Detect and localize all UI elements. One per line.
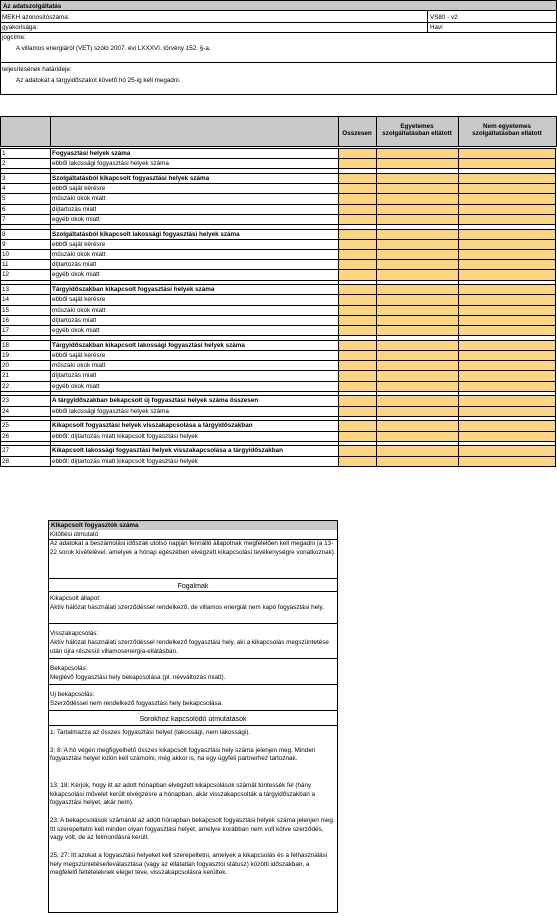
row-label: egyéb okok miatt	[52, 382, 100, 390]
table-row	[0, 315, 557, 325]
row-number: 11	[2, 261, 9, 269]
row-label: egyéb okok miatt	[52, 215, 100, 223]
row-number: 9	[2, 240, 6, 248]
table-row	[0, 360, 557, 370]
row-label: ebből saját kérésre	[52, 240, 106, 248]
row-label: ebből lakossági fogyasztási helyek száma	[52, 407, 169, 415]
row-label: Tárgyidőszakban kikapcsolt fogyasztási helyek száma	[52, 286, 215, 294]
table-row	[0, 284, 557, 294]
row-number: 24	[2, 407, 10, 415]
row-label: ebből saját kérésre	[52, 352, 106, 359]
row-number: 19	[2, 352, 10, 359]
row-number: 25	[2, 422, 10, 430]
row-label: műszaki okok miatt	[52, 251, 106, 258]
table-row	[0, 395, 557, 405]
row-number: 2	[2, 160, 6, 168]
row-label: A tárgyidőszakban bekapcsolt új fogyasztási helyek száma összesen	[52, 397, 259, 405]
row-number: 8	[2, 230, 6, 238]
row-label: Kikapcsolt fogyasztási helyek visszakapcsolása a tárgyidőszakban	[52, 422, 253, 430]
table-row	[0, 381, 557, 391]
table-row	[0, 214, 557, 224]
row-label: Kikapcsolt lakossági fogyasztási helyek visszakapcsolása a tárgyidőszakban	[52, 447, 283, 455]
table-row	[0, 305, 557, 315]
row-number: 16	[2, 316, 10, 324]
concept-definition: Meglévő fogyasztási hely bekapcsolása (pl. névváltozás miatt).	[50, 674, 226, 681]
row-number: 20	[2, 362, 10, 370]
table-row	[0, 259, 557, 269]
row-label: Szolgáltatásból kikapcsolt lakossági fogyasztási helyek száma	[52, 230, 240, 238]
legal-basis-label: jogcíme:	[2, 34, 26, 41]
row-label: Tárgyidőszakban kikapcsolt lakossági fogyasztási helyek száma	[52, 341, 245, 349]
row-number: 28	[2, 457, 10, 465]
table-row	[0, 239, 557, 249]
table-row	[0, 456, 557, 466]
cell-universal[interactable]	[376, 456, 458, 467]
cell-non-universal[interactable]	[458, 456, 556, 467]
table-row	[0, 269, 557, 279]
legal-basis-value: A villamos energiáról (VET) szóló 2007. évi LXXXVI. törvény 152. §-a.	[16, 45, 211, 52]
row-instruction-note: 13; 18: Kérjük, hogy itt az adott hónapban elvégzett kikapcsolások számát tüntessék fel (hány kikapcsolási művelet került elvégzésre a hónapban, akár visszakapcsolták a tárgyidőszakban a fogyasztási helyet, akár nem).	[50, 781, 315, 807]
table-row	[0, 249, 557, 259]
table-row	[0, 431, 557, 441]
row-number: 22	[2, 382, 10, 390]
instructions-title-bar	[49, 521, 337, 530]
concept-definition: Szerződéssel nem rendelkező fogyasztási hely bekapcsolása.	[50, 700, 223, 707]
table-row	[0, 370, 557, 380]
row-label: Fogyasztási helyek száma	[52, 150, 131, 157]
row-label: ebből saját kérésre	[52, 296, 106, 304]
row-label: ebből saját kérésre	[52, 185, 106, 193]
cell-total[interactable]	[338, 456, 376, 467]
row-number: 7	[2, 215, 6, 223]
row-number: 21	[2, 372, 10, 380]
concepts-title: Fogalmak	[177, 583, 209, 590]
frequency-label: gyakorisága:	[2, 24, 38, 31]
row-instructions-title: Sorokhoz kapcsolódó útmutatások	[139, 716, 247, 723]
row-instruction-note: 25; 27: Itt azokat a fogyasztási helyeket kell szerepeltetni, amelyek a kikapcsolás és a felhasználási hely megszüntetése/leválasztása (vagy az ellátatlan fogyasztói státusz) közötti időszakban, a megfelelő feltételeknek eleget téve, visszakapcsolásra kerültek.	[50, 852, 328, 877]
row-label: ebből: díjtartozás miatt kikapcsolt fogyasztási helyek	[52, 432, 198, 440]
row-instruction-note: 1: Tartalmazza az összes fogyasztási helyet (lakossági, nem lakossági).	[50, 729, 251, 736]
concept-definition: Aktív hálózat használati szerződéssel rendelkező fogyasztási hely, aki a kikapcsolás megszüntetése után újra részesül villamosenergia-ellátásban.	[50, 639, 329, 655]
header-title: Az adatszolgáltatás	[3, 3, 62, 10]
row-number: 27	[2, 447, 10, 455]
table-row	[0, 406, 557, 416]
fill-instructions-text: Az adatokat a beszámolási időszak utolsó napján fennálló állapotnak megfelelően kell megadni (a 13-22 sorok kivételével, amelyek a hónap egészében elvégzett kikapcsolási tevékenységre vonatkoznak).	[50, 540, 336, 556]
row-number: 13	[2, 286, 10, 294]
data-table	[0, 116, 557, 512]
row-label: egyéb okok miatt	[52, 327, 100, 334]
table-row	[0, 183, 557, 193]
row-label: ebből lakossági fogyasztási helyek száma	[52, 160, 169, 168]
table-row	[0, 445, 557, 455]
row-instruction-note: 23: A bekapcsolások számánál az adott hónapban bekapcsolt fogyasztási helyek száma jelenjen meg. Itt szerepeltetni kell minden olyan fogyasztási helyet, amelyre korábban nem volt kötve szerződés, vagy volt, de az felmondásra került.	[50, 816, 335, 842]
table-row	[0, 420, 557, 430]
row-label: díjtartozás miatt	[52, 261, 97, 269]
row-label: egyéb okok miatt	[52, 271, 100, 279]
concept-term: Visszakapcsolás:	[50, 630, 99, 637]
instructions-title: Kikapcsolt fogyasztók száma	[51, 522, 139, 529]
frequency-value: Havi	[430, 24, 443, 31]
table-row	[0, 294, 557, 304]
row-number: 15	[2, 306, 10, 314]
col-header-non-universal: Nem egyetemes szolgáltatásban ellátott	[472, 123, 542, 137]
row-label: műszaki okok miatt	[52, 306, 106, 314]
row-label: díjtartozás miatt	[52, 316, 97, 324]
row-number: 14	[2, 296, 10, 304]
table-row	[0, 229, 557, 239]
row-number: 12	[2, 271, 10, 279]
row-label: műszaki okok miatt	[52, 362, 106, 370]
col-header-total: Összesen	[342, 130, 372, 137]
table-row	[0, 148, 557, 158]
table-row	[0, 350, 557, 360]
row-number: 26	[2, 432, 10, 440]
col-header-universal: Egyetemes szolgáltatásban ellátott	[382, 123, 452, 137]
row-number: 23	[2, 397, 10, 405]
row-number: 6	[2, 205, 6, 213]
mekh-value: VS80 - v2	[430, 14, 458, 21]
row-label: díjtartozás miatt	[52, 205, 97, 213]
row-number: 10	[2, 251, 10, 258]
concept-definition: Aktív hálózat használati szerződéssel rendelkező, de villamos energiát nem kapó fogyasztási hely.	[50, 604, 324, 611]
row-number: 18	[2, 341, 10, 349]
concept-term: Bekapcsolás:	[50, 665, 88, 672]
concept-term: Kikapcsolt állapot:	[50, 595, 101, 602]
table-row	[0, 340, 557, 350]
row-label: műszaki okok miatt	[52, 195, 106, 203]
row-number: 5	[2, 195, 6, 203]
table-row	[0, 325, 557, 335]
mekh-label: MEKH azonosítószáma:	[2, 14, 70, 21]
row-label: Szolgáltatásból kikapcsolt fogyasztási helyek száma	[52, 175, 210, 182]
row-number: 17	[2, 327, 10, 334]
table-row	[0, 158, 557, 168]
row-instruction-note: 3; 8: A hó végén megfigyelhető összes kikapcsolt fogyasztási hely száma jelenjen meg. Minden fogyasztási helyet külön kell számolni, még akkor is, ha egy ügyfeli partnerhez tartoznak.	[50, 746, 316, 763]
row-label: díjtartozás miatt	[52, 372, 97, 380]
deadline-label: teljesítésének határideje:	[2, 66, 72, 73]
concept-term: Új bekapcsolás:	[50, 691, 95, 698]
table-row	[0, 204, 557, 214]
row-label: ebből: díjtartozás miatt kikapcsolt fogyasztási helyek	[52, 457, 198, 465]
fill-instructions-label: Kitöltési útmutató	[50, 531, 99, 538]
deadline-value: Az adatokat a tárgyidőszakot követő hó 25-ig kell megadni.	[16, 77, 181, 84]
row-number: 3	[2, 175, 6, 182]
row-number: 4	[2, 185, 6, 193]
row-number: 1	[2, 150, 6, 157]
table-row	[0, 173, 557, 183]
table-row	[0, 193, 557, 203]
